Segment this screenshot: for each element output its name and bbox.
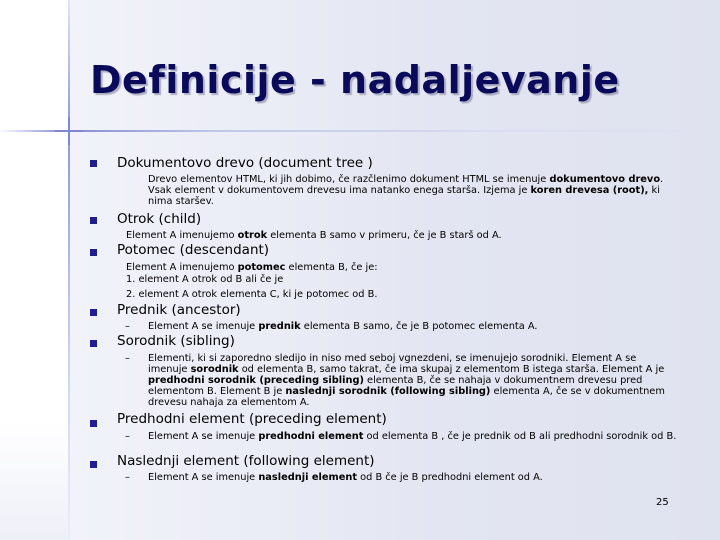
definition-document-tree: Drevo elementov HTML, ki jih dobimo, če razčlenimo dokument HTML se imenuje dokumentovo drevo. Vsak element v dokumentovem drevesu ima natanko enega starša. Izjema je koren drevesa (root), ki nima staršev. — [148, 174, 664, 207]
section-heading-child: Otrok (child) — [117, 211, 202, 227]
bullet-square-icon — [90, 461, 97, 468]
definition-sibling: Elementi, ki si zaporedno sledijo in niso med seboj vgnezdeni, se imenujejo sorodniki. Element A se imenuje sorodnik od elementa B, samo takrat, če ima skupaj z elementom B istega starša. Element A je predhodni sorodnik (preceding sibling) elementa B, če se nahaja v dokumentnem drevesu pred elementom B. Element B je naslednji sorodnik (following sibling) elementa A, če se v dokumentnem drevesu nahaja za elementom A. — [148, 353, 665, 408]
section-heading-sibling: Sorodnik (sibling) — [117, 333, 235, 349]
bullet-square-icon — [90, 340, 97, 347]
left-decor-strip — [0, 0, 68, 540]
page-number: 25 — [656, 497, 669, 508]
horizontal-decor-line — [0, 130, 720, 132]
dash-marker: – — [125, 431, 130, 442]
section-heading-following-element: Naslednji element (following element) — [117, 453, 375, 469]
dash-marker: – — [125, 321, 130, 332]
section-heading-descendant: Potomec (descendant) — [117, 242, 270, 258]
bullet-square-icon — [90, 160, 97, 167]
bullet-square-icon — [90, 249, 97, 256]
definition-preceding-element: Element A se imenuje predhodni element od elementa B , če je prednik od B ali predhodni sorodnik od B. — [148, 431, 677, 442]
section-heading-ancestor: Prednik (ancestor) — [117, 302, 241, 318]
bullet-square-icon — [90, 309, 97, 316]
section-heading-preceding-element: Predhodni element (preceding element) — [117, 411, 387, 427]
definition-descendant: Element A imenujemo potomec elementa B, če je: — [126, 262, 378, 273]
definition-ancestor: Element A se imenuje prednik elementa B samo, če je B potomec elementa A. — [148, 321, 538, 332]
slide-title: Definicije - nadaljevanje — [90, 58, 620, 102]
dash-marker: – — [125, 353, 130, 364]
vertical-decor-line — [68, 0, 70, 540]
bullet-square-icon — [90, 217, 97, 224]
definition-following-element: Element A se imenuje naslednji element od B če je B predhodni element od A. — [148, 472, 543, 483]
bullet-square-icon — [90, 420, 97, 427]
descendant-list-item-1: 1. element A otrok od B ali če je — [126, 274, 284, 285]
dash-marker: – — [125, 472, 130, 483]
definition-child: Element A imenujemo otrok elementa B samo v primeru, če je B starš od A. — [126, 230, 502, 241]
section-heading-document-tree: Dokumentovo drevo (document tree ) — [117, 155, 373, 171]
descendant-list-item-2: 2. element A otrok elementa C, ki je potomec od B. — [126, 289, 378, 300]
